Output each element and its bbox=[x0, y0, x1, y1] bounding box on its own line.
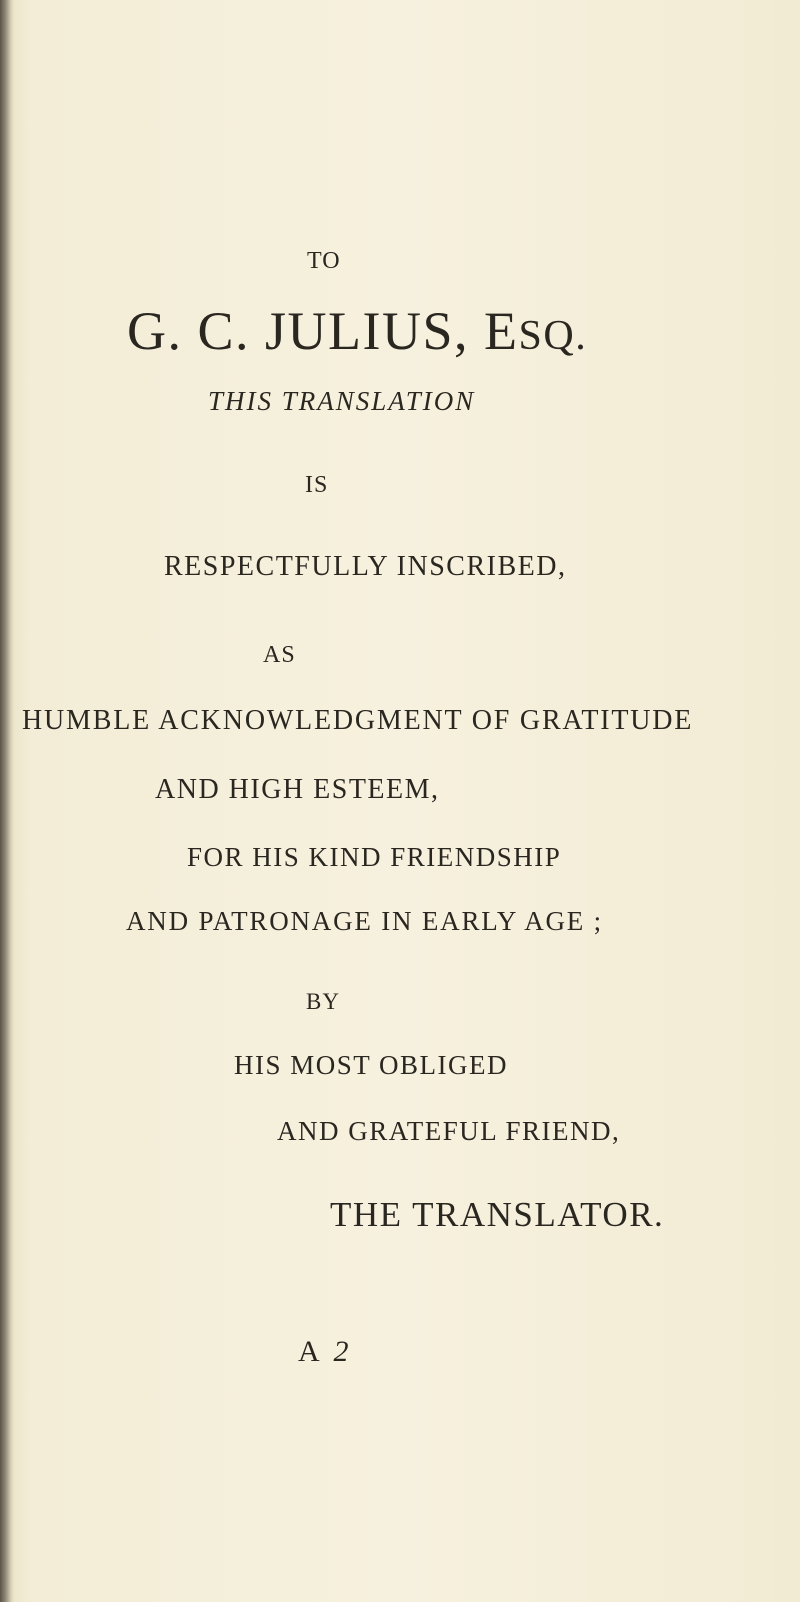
signature-mark bbox=[298, 1335, 353, 1369]
page-binding-edge bbox=[0, 0, 14, 1602]
dedication-friendship: FOR HIS KIND FRIENDSHIP bbox=[187, 842, 562, 872]
dedication-patronage: AND PATRONAGE IN EARLY AGE ; bbox=[126, 906, 603, 936]
dedication-grateful: AND GRATEFUL FRIEND, bbox=[277, 1116, 621, 1146]
recipient-name: G. C. JULIUS, E bbox=[127, 301, 519, 361]
dedication-is: IS bbox=[305, 472, 329, 498]
dedication-obliged: HIS MOST OBLIGED bbox=[234, 1050, 509, 1080]
dedication-translator: THE TRANSLATOR. bbox=[330, 1195, 665, 1234]
dedication-by: BY bbox=[306, 989, 340, 1014]
dedication-inscribed: RESPECTFULLY INSCRIBED, bbox=[164, 551, 567, 582]
dedication-esteem: AND HIGH ESTEEM, bbox=[155, 774, 440, 805]
dedication-recipient bbox=[127, 300, 587, 362]
dedication-humble: HUMBLE ACKNOWLEDGMENT OF GRATITUDE bbox=[22, 705, 694, 736]
dedication-as: AS bbox=[263, 642, 296, 668]
dedication-to: TO bbox=[307, 248, 341, 274]
recipient-suffix: SQ. bbox=[518, 313, 588, 359]
signature-letter: A bbox=[298, 1335, 323, 1368]
signature-number: 2 bbox=[333, 1335, 353, 1368]
dedication-this-translation: THIS TRANSLATION bbox=[208, 386, 476, 416]
